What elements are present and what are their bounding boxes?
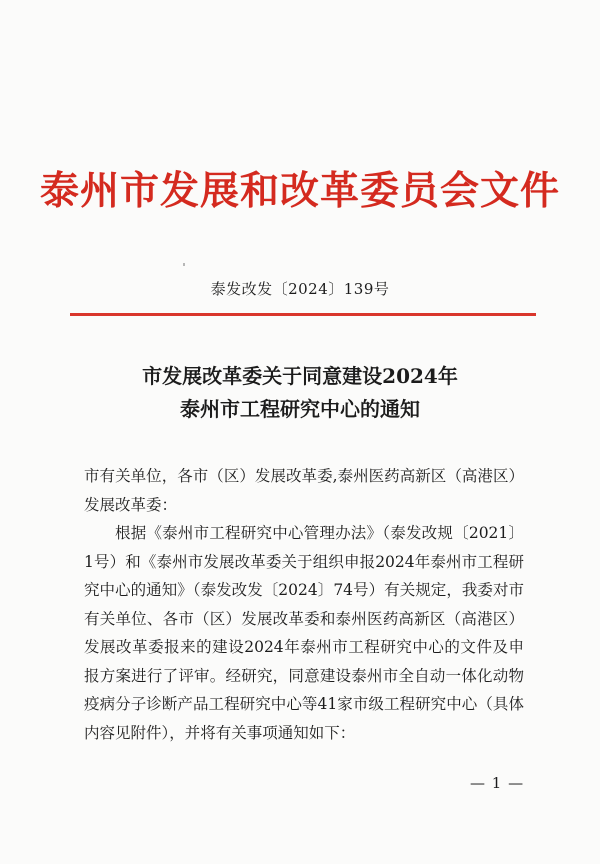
notice-title-line-1: 市发展改革委关于同意建设2024年: [142, 364, 458, 388]
document-number: 泰发改发〔2024〕139号: [210, 280, 390, 298]
notice-title-line-2: 泰州市工程研究中心的通知: [180, 397, 420, 421]
body-paragraph-1: 根据《泰州市工程研究中心管理办法》（泰发改规〔2021〕1号）和《泰州市发展改革委关于组织申报2024年泰州市工程研究中心的通知》（泰发改发〔2024〕74号）有关规定，我委对市有关单位、各市（区）发展改革委和泰州医药高新区（高港区）发展改革委报来的建设2024年泰州市工程研究中心的文件及申报方案进行了评审。经研究，同意建设泰州市全自动一体化动物疫病分子诊断产品工程研究中心等41家市级工程研究中心（具体内容见附件），并将有关事项通知如下：: [84, 524, 524, 742]
issuer-title: 泰州市发展和改革委员会文件: [39, 168, 560, 214]
addressee-paragraph: 市有关单位，各市（区）发展改革委,泰州医药高新区（高港区）发展改革委：: [84, 467, 524, 514]
page-number: — 1 —: [470, 774, 525, 792]
scan-speck: [183, 263, 185, 266]
body-text: [84, 462, 524, 747]
red-divider-rule: [70, 313, 536, 316]
notice-title: [0, 360, 600, 426]
